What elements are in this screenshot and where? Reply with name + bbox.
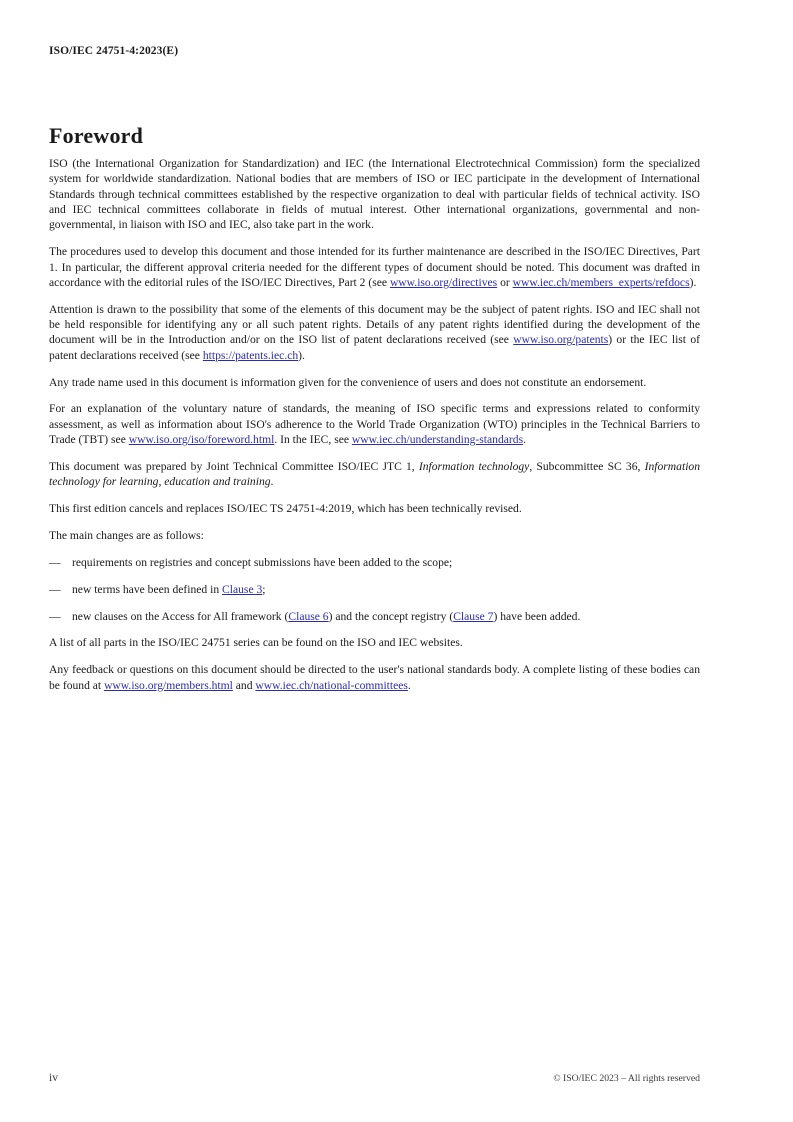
- list-item-text-1: new clauses on the Access for All framework (: [72, 609, 289, 623]
- paragraph-procedures-text-1: The procedures used to develop this document and those intended for its further maintenance are described in the ISO/IEC Directives, Part 1. In particular, the different approval criteria needed for the different types of document should be noted. This document was drafted in accordance with the editorial rules of the ISO/IEC Directives, Part 2 (see: [49, 245, 700, 289]
- main-changes-list: [49, 555, 700, 624]
- paragraph-patent-text-3: ).: [298, 348, 305, 362]
- list-item: [49, 555, 700, 570]
- link-iec-patents[interactable]: https://patents.iec.ch: [202, 348, 299, 362]
- list-item-text: requirements on registries and concept submissions have been added to the scope;: [72, 555, 453, 569]
- link-iec-understanding-standards[interactable]: www.iec.ch/understanding-standards: [351, 433, 524, 447]
- paragraph-committee-text-2: , Subcommittee SC 36,: [529, 460, 645, 473]
- committee-title-jtc1: Information technology: [418, 460, 530, 473]
- paragraph-feedback-text-1: Any feedback or questions on this document should be directed to the user's national standards body. A complete listing of these bodies can be found at: [49, 663, 700, 692]
- paragraph-voluntary-text-2: . In the IEC, see: [274, 433, 352, 447]
- paragraph-first-edition: This first edition cancels and replaces ISO/IEC TS 24751-4:2019, which has been technically revised.: [49, 502, 522, 516]
- list-item: [49, 582, 700, 597]
- list-item-text-1: new terms have been defined in: [72, 582, 223, 596]
- list-item-text-3: ) have been added.: [493, 609, 581, 623]
- paragraph-committee: [49, 459, 700, 490]
- list-item-text-2: ;: [262, 582, 266, 596]
- footer-page-number: iv: [49, 1072, 58, 1084]
- link-iec-national-committees[interactable]: www.iec.ch/national-committees: [255, 678, 408, 692]
- footer-copyright: © ISO/IEC 2023 – All rights reserved: [553, 1073, 700, 1084]
- link-iso-foreword[interactable]: www.iso.org/iso/foreword.html: [128, 433, 275, 447]
- paragraph-procedures-text-3: ).: [689, 275, 697, 289]
- paragraph-parts-list: A list of all parts in the ISO/IEC 24751 series can be found on the ISO and IEC websites.: [49, 636, 463, 650]
- paragraph-feedback-text-3: .: [407, 678, 411, 692]
- paragraph-committee-text-1: This document was prepared by Joint Technical Committee ISO/IEC JTC 1,: [49, 460, 419, 473]
- paragraph-voluntary-nature: [49, 401, 700, 447]
- paragraph-main-changes-intro: The main changes are as follows:: [49, 529, 204, 543]
- page-title: Foreword: [49, 122, 144, 148]
- paragraph-feedback: [49, 662, 700, 693]
- dash-marker-icon: —: [49, 582, 61, 596]
- document-running-header: ISO/IEC 24751-4:2023(E): [49, 45, 179, 57]
- list-item: [49, 609, 700, 624]
- paragraph-voluntary-text-1: For an explanation of the voluntary nature of standards, the meaning of ISO specific terms and expressions related to conformity assessment, as well as information about ISO's adherence to the World Trade Organization (WTO) principles in the Technical Barriers to Trade (TBT) see: [49, 402, 700, 447]
- link-iso-directives[interactable]: www.iso.org/directives: [389, 275, 498, 289]
- dash-marker-icon: —: [49, 555, 61, 569]
- dash-marker-icon: —: [49, 609, 61, 623]
- link-clause-3[interactable]: Clause 3: [222, 582, 263, 596]
- paragraph-trade-name: Any trade name used in this document is information given for the convenience of users and does not constitute an endorsement.: [49, 375, 647, 389]
- link-clause-6[interactable]: Clause 6: [288, 609, 329, 623]
- paragraph-feedback-text-2: and: [232, 678, 256, 692]
- foreword-body: [49, 156, 700, 693]
- paragraph-committee-text-3: .: [270, 475, 274, 489]
- link-clause-7[interactable]: Clause 7: [453, 609, 494, 623]
- paragraph-procedures: [49, 244, 700, 290]
- list-item-text-2: ) and the concept registry (: [328, 609, 454, 623]
- link-iso-members[interactable]: www.iso.org/members.html: [104, 678, 233, 692]
- paragraph-iso-iec-intro: ISO (the International Organization for Standardization) and IEC (the International Electrotechnical Commission) form the specialized system for worldwide standardization. National bodies that are members of ISO or IEC participate in the development of International Standards through technical committees established by the respective organization to deal with particular fields of technical activity. ISO and IEC technical committees collaborate in fields of mutual interest. Other international organizations, governmental and non-governmental, in liaison with ISO and IEC, also take part in the work.: [49, 157, 700, 232]
- link-iso-patents[interactable]: www.iso.org/patents: [513, 333, 609, 347]
- link-iec-refdocs[interactable]: www.iec.ch/members_experts/refdocs: [512, 275, 690, 289]
- paragraph-patent-text-2: ) or the IEC list of patent declarations received (see: [49, 333, 700, 362]
- paragraph-voluntary-text-3: .: [523, 433, 526, 447]
- paragraph-procedures-text-2: or: [497, 275, 513, 289]
- paragraph-patent-rights: [49, 302, 700, 363]
- paragraph-patent-text-1: Attention is drawn to the possibility that some of the elements of this document may be the subject of patent rights. ISO and IEC shall not be held responsible for identifying any or all such patent rights. Details of any patent rights identified during the development of the document will be in the Introduction and/or on the ISO list of patent declarations received (see: [49, 302, 700, 347]
- committee-title-sc36: Information technology for learning, education and training: [49, 460, 701, 489]
